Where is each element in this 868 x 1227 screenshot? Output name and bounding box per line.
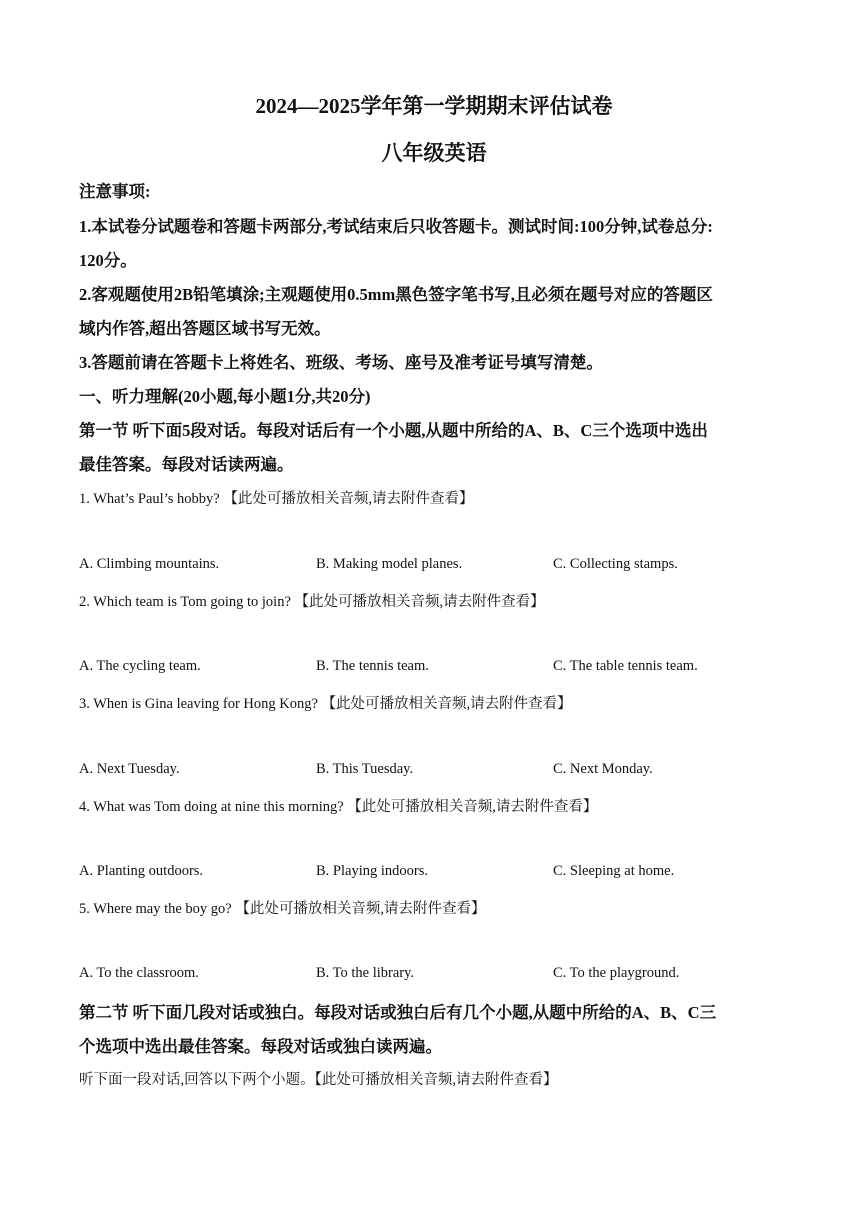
section2-instruction: 第二节 听下面几段对话或独白。每段对话或独白后有几个小题,从题中所给的A、B、C三 bbox=[79, 1003, 717, 1022]
section1-instruction: 第一节 听下面5段对话。每段对话后有一个小题,从题中所给的A、B、C三个选项中选出 bbox=[79, 421, 708, 440]
dialogue-instruction: 听下面一段对话,回答以下两个小题。【此处可播放相关音频,请去附件查看】 bbox=[79, 1072, 558, 1088]
q5-option-a: A. To the classroom. bbox=[79, 965, 199, 981]
question-5: 5. Where may the boy go? 【此处可播放相关音频,请去附件查看】 bbox=[79, 901, 486, 917]
q3-option-a: A. Next Tuesday. bbox=[79, 761, 180, 777]
exam-title: 2024—2025学年第一学期期末评估试卷 bbox=[255, 94, 613, 118]
section2-instruction-cont: 个选项中选出最佳答案。每段对话或独白读两遍。 bbox=[79, 1037, 442, 1056]
question-1: 1. What’s Paul’s hobby? 【此处可播放相关音频,请去附件查看】 bbox=[79, 491, 474, 507]
q1-option-a: A. Climbing mountains. bbox=[79, 556, 220, 572]
question-4: 4. What was Tom doing at nine this morning? 【此处可播放相关音频,请去附件查看】 bbox=[79, 799, 598, 815]
q2-option-a: A. The cycling team. bbox=[79, 658, 201, 674]
q5-option-c: C. To the playground. bbox=[553, 965, 680, 981]
notice-item-2-cont: 域内作答,超出答题区域书写无效。 bbox=[79, 319, 331, 338]
q4-option-a: A. Planting outdoors. bbox=[79, 863, 204, 879]
part1-heading: 一、听力理解(20小题,每小题1分,共20分) bbox=[79, 387, 371, 406]
question-2: 2. Which team is Tom going to join? 【此处可播放相关音频,请去附件查看】 bbox=[79, 594, 545, 610]
question-3: 3. When is Gina leaving for Hong Kong? 【此处可播放相关音频,请去附件查看】 bbox=[79, 696, 572, 712]
notice-item-1-cont: 120分。 bbox=[79, 251, 137, 270]
q1-option-c: C. Collecting stamps. bbox=[553, 556, 678, 572]
q2-option-c: C. The table tennis team. bbox=[553, 658, 698, 674]
q5-option-b: B. To the library. bbox=[316, 965, 415, 981]
notice-item-2: 2.客观题使用2B铅笔填涂;主观题使用0.5mm黑色签字笔书写,且必须在题号对应的答题区 bbox=[79, 285, 713, 304]
q3-option-b: B. This Tuesday. bbox=[316, 761, 414, 777]
q1-option-b: B. Making model planes. bbox=[316, 556, 463, 572]
q4-option-c: C. Sleeping at home. bbox=[553, 863, 675, 879]
q4-option-b: B. Playing indoors. bbox=[316, 863, 428, 879]
notice-heading: 注意事项: bbox=[79, 182, 151, 201]
notice-item-3: 3.答题前请在答题卡上将姓名、班级、考场、座号及准考证号填写清楚。 bbox=[79, 353, 603, 372]
exam-subject: 八年级英语 bbox=[381, 141, 487, 165]
q2-option-b: B. The tennis team. bbox=[316, 658, 429, 674]
section1-instruction-cont: 最佳答案。每段对话读两遍。 bbox=[79, 455, 294, 474]
q3-option-c: C. Next Monday. bbox=[553, 761, 653, 777]
notice-item-1: 1.本试卷分试题卷和答题卡两部分,考试结束后只收答题卡。测试时间:100分钟,试卷总分: bbox=[79, 217, 713, 236]
